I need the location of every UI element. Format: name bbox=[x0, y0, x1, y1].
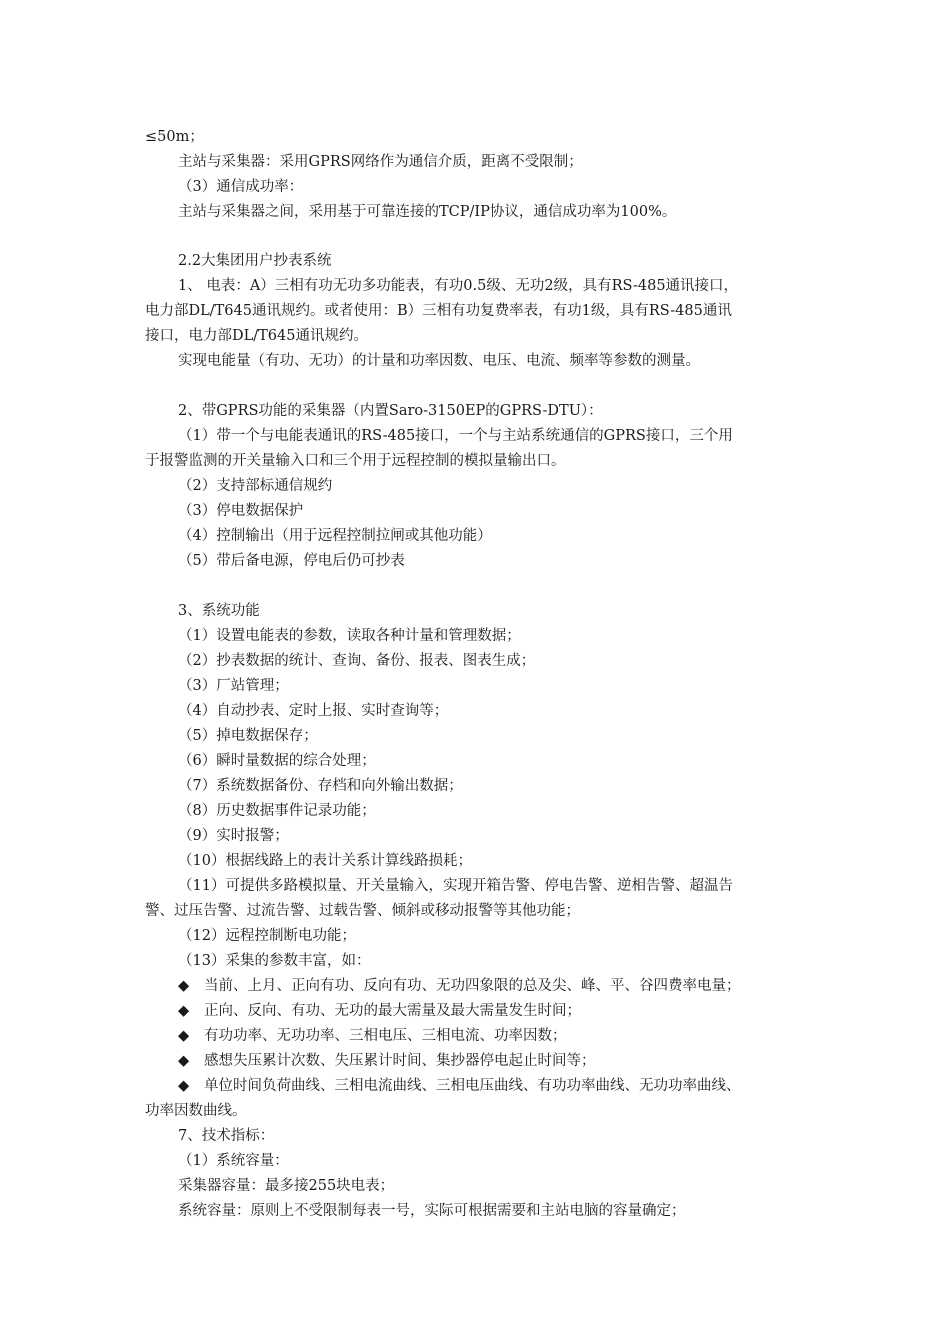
diamond-bullet-icon: ◆ bbox=[178, 1003, 190, 1019]
section-heading: 7、技术指标： bbox=[178, 1128, 275, 1144]
text-line: 电力部DL/T645通讯规约。或者使用：B）三相有功复费率表，有功1级，具有RS-485通讯 bbox=[145, 303, 732, 319]
list-item: （1）系统容量： bbox=[178, 1153, 289, 1169]
section-heading: 2、带GPRS功能的采集器（内置Saro-3150EP的GPRS-DTU）： bbox=[178, 403, 603, 419]
section-heading: 2.2大集团用户抄表系统 bbox=[178, 253, 332, 269]
bullet-text: 单位时间负荷曲线、三相电流曲线、三相电压曲线、有功功率曲线、无功功率曲线、 bbox=[204, 1078, 741, 1094]
list-item: （3）停电数据保护 bbox=[178, 503, 304, 519]
list-item: （4）控制输出（用于远程控制拉闸或其他功能） bbox=[178, 528, 492, 544]
list-item: （5）掉电数据保存； bbox=[178, 728, 318, 744]
text-line: 功率因数曲线。 bbox=[145, 1103, 247, 1119]
bullet-text: 有功功率、无功功率、三相电压、三相电流、功率因数； bbox=[204, 1028, 567, 1044]
diamond-bullet-icon: ◆ bbox=[178, 1053, 190, 1069]
text-line: 采集器容量：最多接255块电表； bbox=[178, 1178, 395, 1194]
text-line: 1、 电表：A）三相有功无功多功能表，有功0.5级、无功2级，具有RS-485通讯接口， bbox=[178, 278, 739, 294]
text-line: （1）带一个与电能表通讯的RS-485接口，一个与主站系统通信的GPRS接口，三个用 bbox=[178, 428, 733, 444]
bullet-text: 当前、上月、正向有功、反向有功、无功四象限的总及尖、峰、平、谷四费率电量； bbox=[204, 978, 741, 994]
bullet-item bbox=[178, 1074, 741, 1099]
text-line: 主站与采集器之间，采用基于可靠连接的TCP/IP协议，通信成功率为100%。 bbox=[178, 204, 677, 220]
list-item: （11）可提供多路模拟量、开关量输入，实现开箱告警、停电告警、逆相告警、超温告 bbox=[178, 878, 733, 894]
list-item: （5）带后备电源，停电后仍可抄表 bbox=[178, 553, 405, 569]
list-item: （9）实时报警； bbox=[178, 828, 289, 844]
list-item: （6）瞬时量数据的综合处理； bbox=[178, 753, 376, 769]
list-item: （2）抄表数据的统计、查询、备份、报表、图表生成； bbox=[178, 653, 536, 669]
diamond-bullet-icon: ◆ bbox=[178, 978, 190, 994]
list-item: （2）支持部标通信规约 bbox=[178, 478, 333, 494]
text-line: 主站与采集器：采用GPRS网络作为通信介质，距离不受限制； bbox=[178, 154, 583, 170]
list-item: （12）远程控制断电功能； bbox=[178, 928, 356, 944]
text-line: 警、过压告警、过流告警、过载告警、倾斜或移动报警等其他功能； bbox=[145, 903, 580, 919]
bullet-item bbox=[178, 1049, 596, 1074]
bullet-text: 正向、反向、有功、无功的最大需量及最大需量发生时间； bbox=[204, 1003, 581, 1019]
list-item: （1）设置电能表的参数，读取各种计量和管理数据； bbox=[178, 628, 521, 644]
bullet-text: 感想失压累计次数、失压累计时间、集抄器停电起止时间等； bbox=[204, 1053, 596, 1069]
section-heading: 3、系统功能 bbox=[178, 603, 260, 619]
diamond-bullet-icon: ◆ bbox=[178, 1078, 190, 1094]
list-item: （3）厂站管理； bbox=[178, 678, 289, 694]
text-line: （3）通信成功率： bbox=[178, 179, 304, 195]
text-line: 系统容量：原则上不受限制每表一号，实际可根据需要和主站电脑的容量确定； bbox=[178, 1203, 686, 1219]
list-item: （7）系统数据备份、存档和向外输出数据； bbox=[178, 778, 463, 794]
bullet-item bbox=[178, 999, 581, 1024]
diamond-bullet-icon: ◆ bbox=[178, 1028, 190, 1044]
text-line: ≤50m； bbox=[145, 129, 204, 145]
bullet-item bbox=[178, 1024, 567, 1049]
text-line: 实现电能量（有功、无功）的计量和功率因数、电压、电流、频率等参数的测量。 bbox=[178, 353, 700, 369]
list-item: （8）历史数据事件记录功能； bbox=[178, 803, 376, 819]
bullet-item bbox=[178, 974, 741, 999]
list-item: （4）自动抄表、定时上报、实时查询等； bbox=[178, 703, 449, 719]
list-item: （13）采集的参数丰富，如： bbox=[178, 953, 371, 969]
list-item: （10）根据线路上的表计关系计算线路损耗； bbox=[178, 853, 472, 869]
text-line: 于报警监测的开关量输入口和三个用于远程控制的模拟量输出口。 bbox=[145, 453, 566, 469]
text-line: 接口，电力部DL/T645通讯规约。 bbox=[145, 328, 368, 344]
